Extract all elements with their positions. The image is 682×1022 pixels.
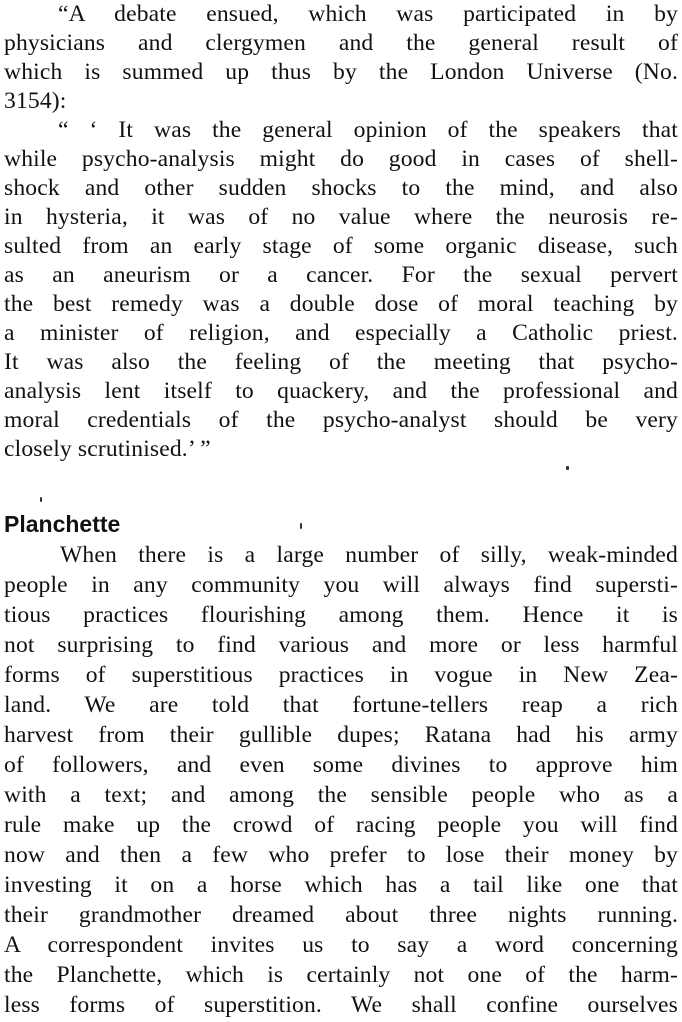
text-line: analysis lent itself to quackery, and the professional and	[4, 378, 678, 404]
scan-speck	[300, 523, 302, 529]
text-line: while psycho-analysis might do good in cases of shell-	[4, 146, 678, 172]
text-line: the Planchette, which is certainly not one of the harm-	[4, 962, 678, 988]
text-line: moral credentials of the psycho-analyst should be very	[4, 407, 678, 433]
text-line: tious practices flourishing among them. Hence it is	[4, 602, 678, 628]
text-line: sulted from an early stage of some organic disease, such	[4, 233, 678, 259]
text-line: A correspondent invites us to say a word concerning	[4, 932, 678, 958]
text-line: not surprising to find various and more or less harmful	[4, 632, 678, 658]
section-heading: Planchette	[4, 511, 121, 537]
text-line: rule make up the crowd of racing people you will find	[4, 812, 678, 838]
text-line: the best remedy was a double dose of moral teaching by	[4, 291, 678, 317]
text-line: When there is a large number of silly, weak-minded	[60, 542, 678, 568]
text-line: shock and other sudden shocks to the mind, and also	[4, 175, 678, 201]
text-line: with a text; and among the sensible people who as a	[4, 782, 678, 808]
scan-speck	[566, 466, 569, 470]
text-line: physicians and clergymen and the general result of	[4, 30, 678, 56]
text-line: which is summed up thus by the London Universe (No.	[4, 59, 678, 85]
text-line: now and then a few who prefer to lose their money by	[4, 842, 678, 868]
text-line: investing it on a horse which has a tail like one that	[4, 872, 678, 898]
text-line: of followers, and even some divines to approve him	[4, 752, 678, 778]
text-line: as an aneurism or a cancer. For the sexual pervert	[4, 262, 678, 288]
text-line: 3154):	[4, 88, 67, 114]
text-line: harvest from their gullible dupes; Ratana had his army	[4, 722, 678, 748]
scan-speck	[40, 497, 42, 502]
text-line: forms of superstitious practices in vogue in New Zea-	[4, 662, 678, 688]
text-line: their grandmother dreamed about three nights running.	[4, 902, 678, 928]
text-line: less forms of superstition. We shall confine ourselves	[4, 992, 678, 1018]
text-line: in hysteria, it was of no value where the neurosis re-	[4, 204, 678, 230]
text-line: a minister of religion, and especially a Catholic priest.	[4, 320, 678, 346]
text-line: land. We are told that fortune-tellers reap a rich	[4, 692, 678, 718]
text-line: “A debate ensued, which was participated in by	[58, 1, 678, 27]
text-line: closely scrutinised.’ ”	[4, 436, 211, 462]
text-line: people in any community you will always find supersti-	[4, 572, 678, 598]
text-line: “ ‘ It was the general opinion of the speakers that	[58, 117, 678, 143]
text-line: It was also the feeling of the meeting that psycho-	[4, 349, 678, 375]
